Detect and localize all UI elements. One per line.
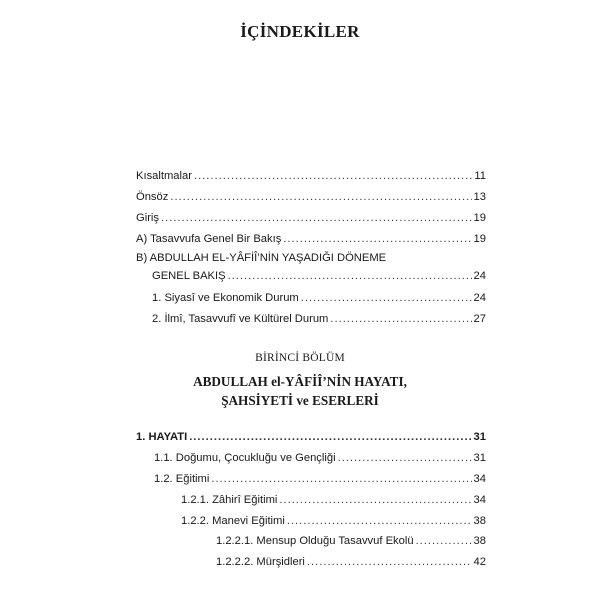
- section-title-line1: ABDULLAH el-YÂFİÎ’NİN HAYATI,: [193, 374, 407, 389]
- toc-leader-dots: [307, 554, 472, 570]
- toc-entry-label: A) Tasavvufa Genel Bir Bakış: [136, 233, 282, 245]
- toc-entry-label: Giriş: [136, 212, 159, 224]
- toc-entry-dogumu[interactable]: [154, 450, 486, 466]
- toc-entry-onsoz[interactable]: [136, 189, 486, 205]
- toc-entry-hayati[interactable]: [136, 429, 486, 445]
- toc-entry-page: 34: [473, 473, 486, 485]
- toc-entry-label: Kısaltmalar: [136, 170, 192, 182]
- toc-leader-dots: [170, 189, 471, 205]
- toc-entry-label: B) ABDULLAH EL-YÂFİÎ’NİN YAŞADIĞI DÖNEME: [136, 252, 387, 264]
- toc-entry-page: 34: [473, 494, 486, 506]
- toc-leader-dots: [228, 268, 472, 284]
- toc-leader-dots: [283, 231, 471, 247]
- toc-leader-dots: [279, 492, 471, 508]
- toc-leader-dots: [416, 533, 472, 549]
- toc-leader-dots: [194, 168, 472, 184]
- toc-entry-label: 1. Siyasî ve Ekonomik Durum: [152, 292, 299, 304]
- toc-entry-kisaltmalar[interactable]: [136, 168, 486, 184]
- toc-entry-label: 1.2. Eğitimi: [154, 473, 210, 485]
- toc-entry-page: 38: [473, 535, 486, 547]
- toc-leader-dots: [330, 311, 471, 327]
- toc-leader-dots: [211, 471, 471, 487]
- toc-entry-genel-bakis[interactable]: [152, 268, 486, 284]
- toc-entry-label: 1.2.2.1. Mensup Olduğu Tasavvuf Ekolü: [216, 535, 414, 547]
- toc-entry-tasavvuf-ekolu[interactable]: [216, 533, 486, 549]
- toc-entry-page: 24: [473, 270, 486, 282]
- toc-entry-label: 1.1. Doğumu, Çocukluğu ve Gençliği: [154, 452, 336, 464]
- toc-entry-page: 13: [473, 191, 486, 203]
- toc-entry-page: 19: [473, 212, 486, 224]
- toc-entry-manevi-egitimi[interactable]: [181, 513, 486, 529]
- toc-entry-ilmi-tasavvufi-kulturel[interactable]: [152, 311, 486, 327]
- toc-entry-label: 1.2.2. Manevi Eğitimi: [181, 515, 285, 527]
- toc-entry-page: 31: [473, 431, 486, 443]
- toc-entry-egitimi[interactable]: [154, 471, 486, 487]
- toc-entry-mursidleri[interactable]: [216, 554, 486, 570]
- toc-entry-zahiri-egitimi[interactable]: [181, 492, 486, 508]
- toc-leader-dots: [287, 513, 472, 529]
- toc-entry-page: 19: [473, 233, 486, 245]
- toc-entry-page: 11: [474, 170, 486, 182]
- page-title: İÇİNDEKİLER: [240, 22, 360, 41]
- toc-entry-page: 24: [473, 292, 486, 304]
- toc-entry-label: 1. HAYATI: [136, 431, 188, 443]
- section-label: BİRİNCİ BÖLÜM: [255, 352, 345, 364]
- toc-entry-page: 31: [473, 452, 486, 464]
- toc-entry-siyasi-ekonomik[interactable]: [152, 290, 486, 306]
- toc-entry-label: 1.2.2.2. Mürşidleri: [216, 556, 305, 568]
- toc-entry-page: 27: [473, 313, 486, 325]
- section-title-line2: ŞAHSİYETİ ve ESERLERİ: [221, 393, 379, 408]
- toc-leader-dots: [338, 450, 472, 466]
- toc-entry-label: GENEL BAKIŞ: [152, 270, 226, 282]
- toc-entry-page: 38: [473, 515, 486, 527]
- toc-entry-yasadigi-doneme[interactable]: [136, 250, 486, 266]
- toc-leader-dots: [301, 290, 472, 306]
- toc-leader-dots: [161, 210, 472, 226]
- toc-leader-dots: [189, 429, 471, 445]
- toc-entry-label: 1.2.1. Zâhirî Eğitimi: [181, 494, 278, 506]
- toc-entry-label: 2. İlmî, Tasavvufî ve Kültürel Durum: [152, 313, 329, 325]
- toc-entry-label: Önsöz: [136, 191, 169, 203]
- toc-entry-tasavvufa-genel-bakis[interactable]: [136, 231, 486, 247]
- toc-entry-page: 42: [473, 556, 486, 568]
- toc-entry-giris[interactable]: [136, 210, 486, 226]
